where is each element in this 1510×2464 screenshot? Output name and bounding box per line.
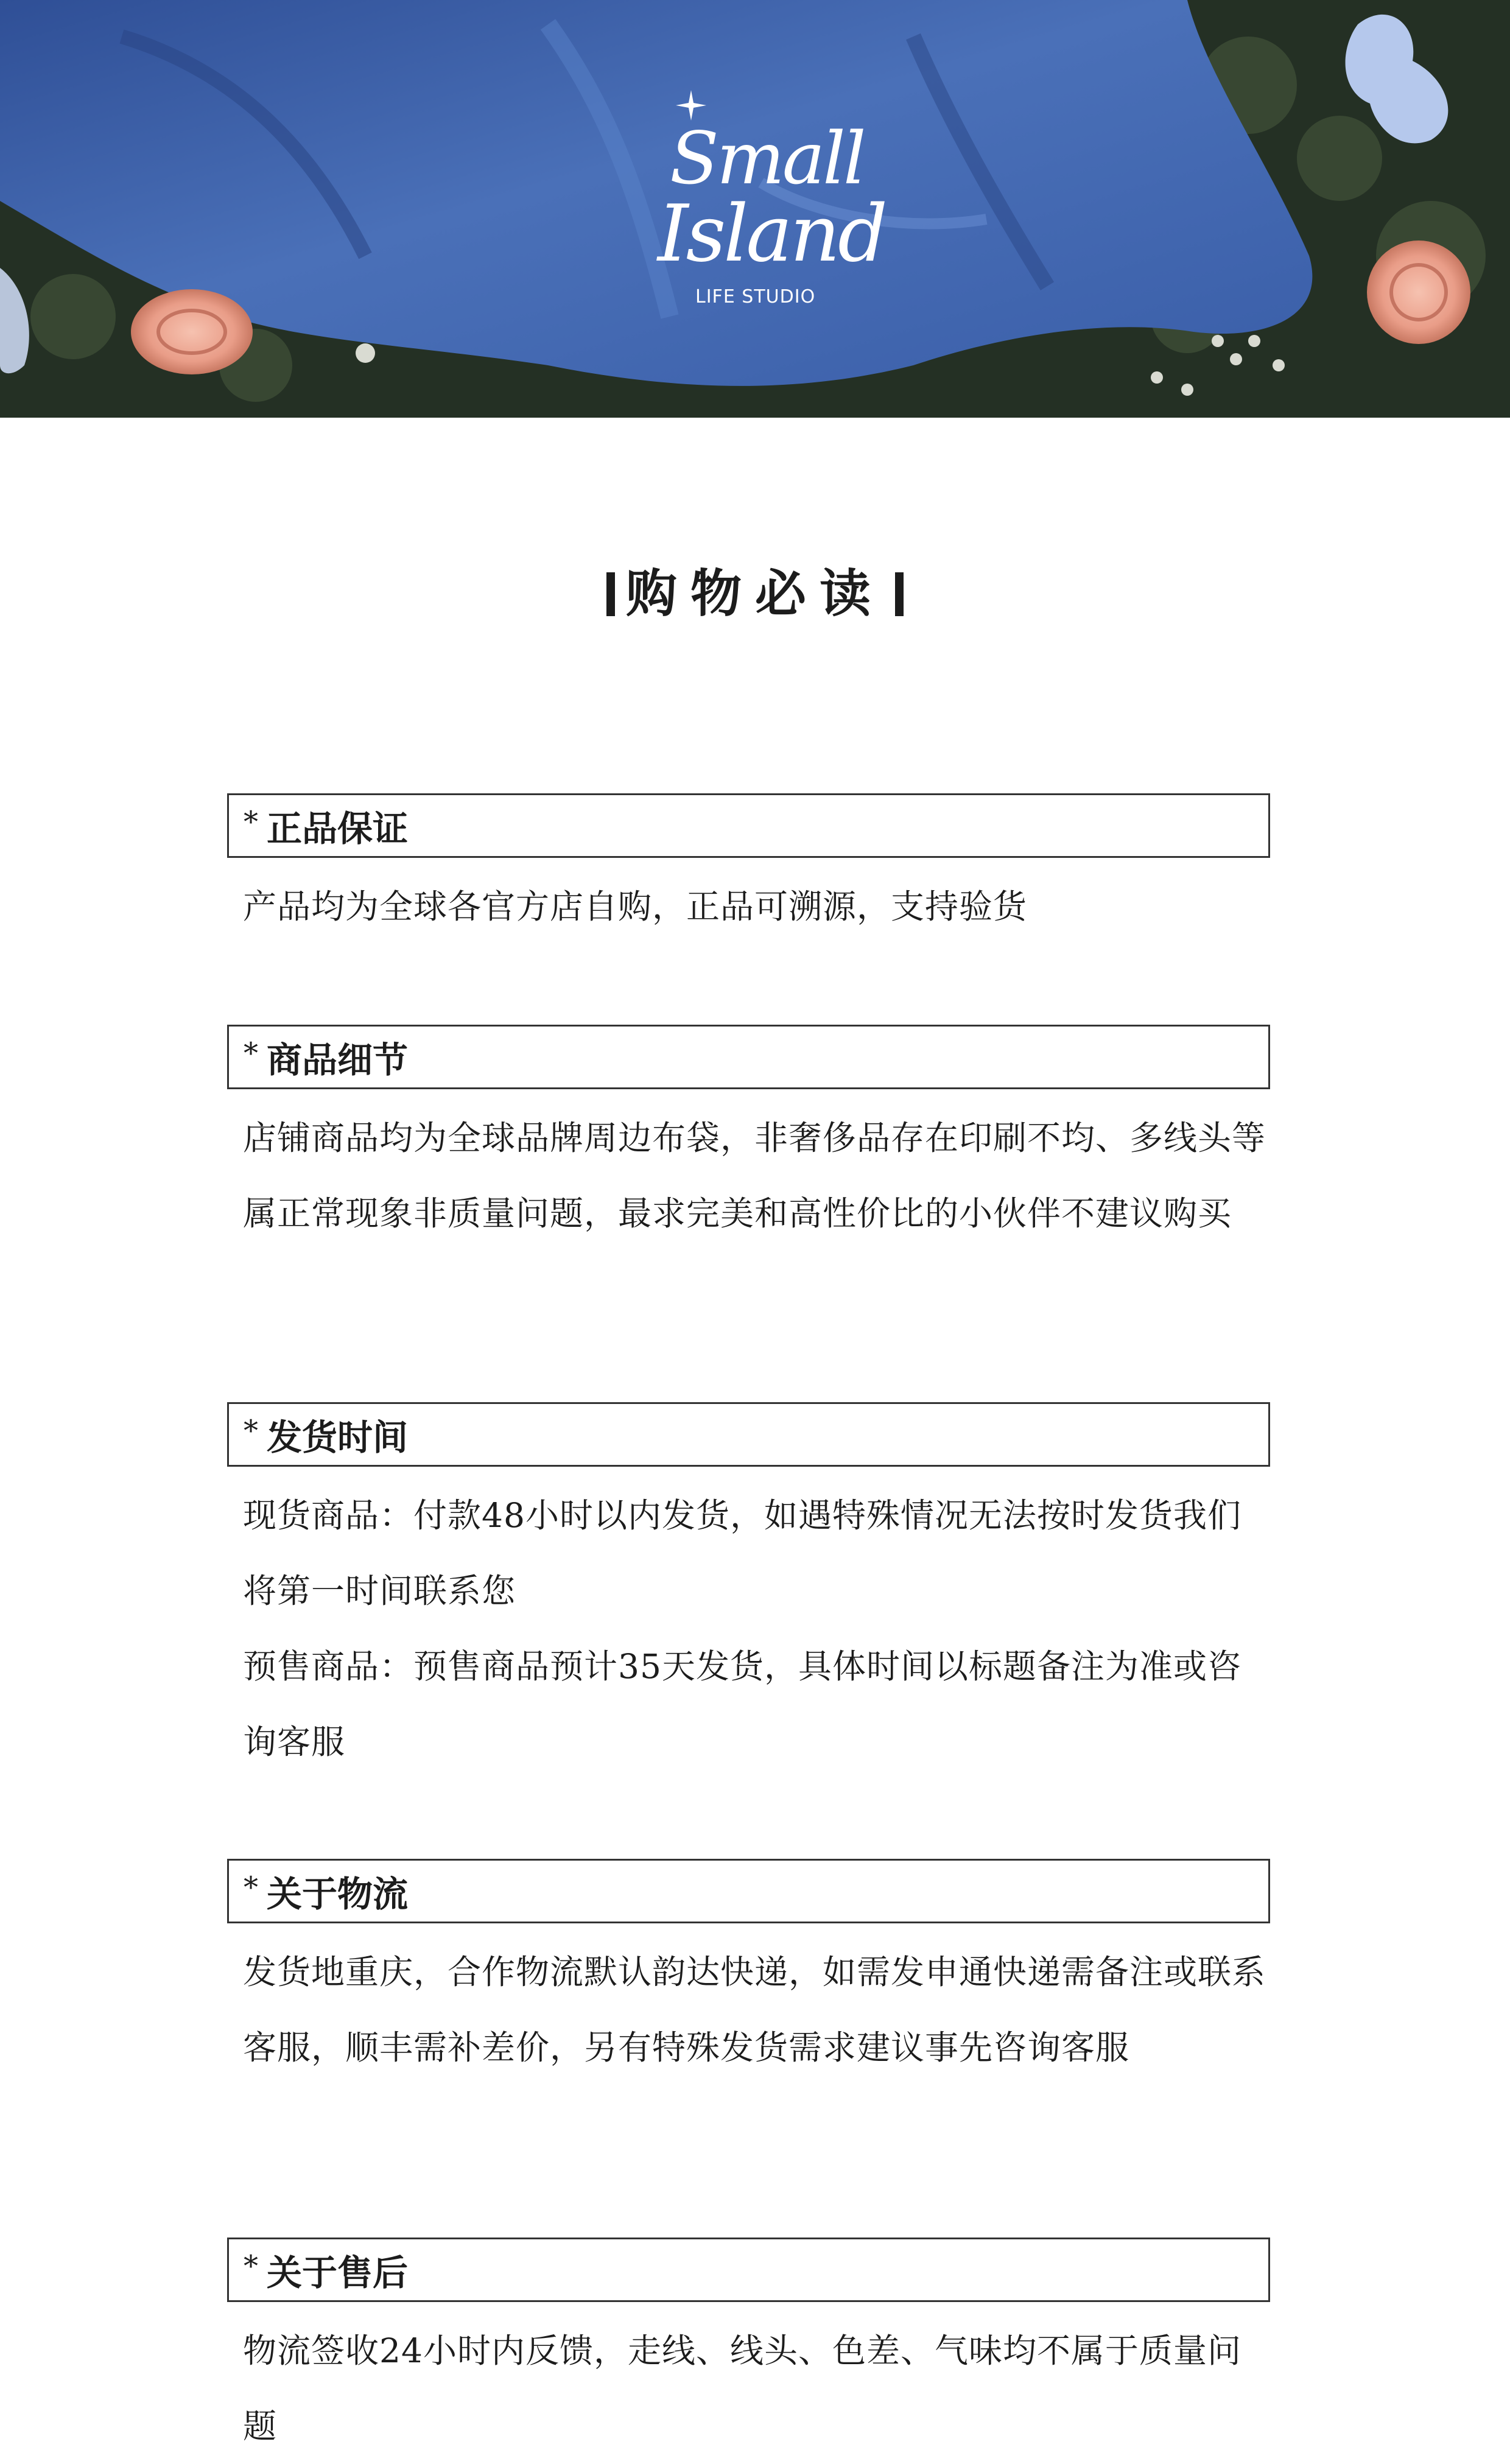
asterisk-icon: *: [244, 805, 258, 839]
section-authenticity: [227, 793, 1270, 944]
section-body: [227, 869, 1270, 944]
section-paragraph: 产品均为全球各官方店自购，正品可溯源，支持验货: [243, 887, 1028, 926]
logo-line-small: Small: [670, 116, 864, 200]
header-banner: [0, 0, 1510, 418]
title-right-bar: [895, 572, 904, 616]
section-heading-box: [227, 2238, 1270, 2302]
brand-logo: [633, 85, 885, 317]
section-shipping-time: [227, 1402, 1270, 1780]
section-heading-box: [227, 793, 1270, 858]
asterisk-icon: *: [244, 1870, 258, 1904]
logo-line-studio: LIFE STUDIO: [695, 286, 816, 307]
section-paragraph: 店铺商品均为全球品牌周边布袋，非奢侈品存在印刷不均、多线头等属正常现象非质量问题，最求完美和高性价比的小伙伴不建议购买: [243, 1118, 1266, 1233]
asterisk-icon: *: [244, 2249, 258, 2283]
asterisk-icon: *: [244, 1414, 258, 1448]
section-product-details: [227, 1025, 1270, 1251]
section-logistics: [227, 1859, 1270, 2085]
section-body: [227, 1934, 1270, 2085]
section-heading: 关于售后: [267, 2252, 409, 2294]
asterisk-icon: *: [244, 1036, 258, 1070]
section-heading: 发货时间: [267, 1417, 409, 1458]
section-paragraph: 物流签收24小时内反馈，走线、线头、色差、气味均不属于质量问题: [243, 2331, 1241, 2446]
logo-line-island: Island: [658, 189, 885, 279]
section-heading: 关于物流: [267, 1873, 409, 1915]
section-heading: 商品细节: [267, 1039, 409, 1081]
section-body: [227, 1478, 1270, 1780]
page-title: [0, 557, 1510, 630]
section-paragraph: 现货商品：付款48小时以内发货，如遇特殊情况无法按时发货我们将第一时间联系您: [243, 1496, 1241, 1610]
section-heading-box: [227, 1025, 1270, 1089]
page-title-text: 购物必读: [625, 564, 884, 623]
section-paragraph: 发货地重庆，合作物流默认韵达快递，如需发申通快递需备注或联系客服，顺丰需补差价，另有特殊发货需求建议事先咨询客服: [243, 1953, 1266, 2067]
section-heading-box: [227, 1402, 1270, 1467]
title-left-bar: [606, 572, 615, 616]
section-paragraph: 预售商品：预售商品预计35天发货，具体时间以标题备注为准或咨询客服: [243, 1647, 1241, 1761]
section-after-sales: [227, 2238, 1270, 2464]
section-heading-box: [227, 1859, 1270, 1923]
section-body: [227, 1100, 1270, 1251]
section-heading: 正品保证: [267, 808, 409, 849]
section-body: [227, 2313, 1270, 2464]
